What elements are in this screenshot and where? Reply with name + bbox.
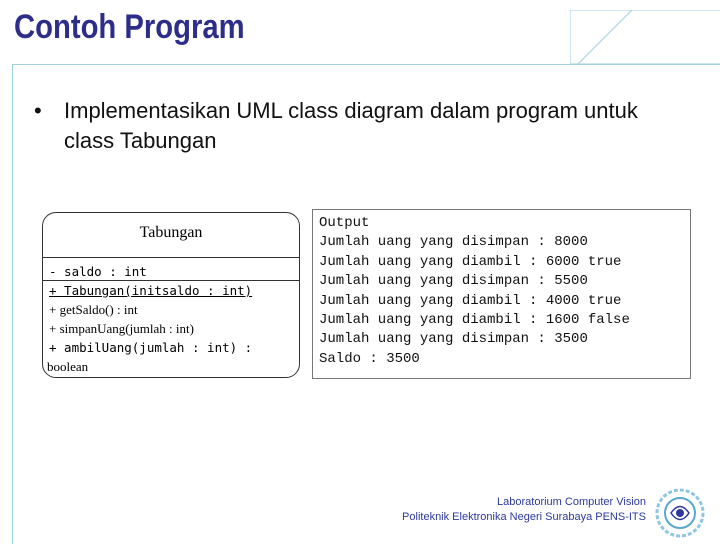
output-line: Output [319,215,370,231]
uml-method-simpanuang: + simpanUang(jumlah : int) [49,321,194,336]
uml-method-ambiluang-return: boolean [47,359,89,374]
uml-divider [43,280,299,281]
output-line: Jumlah uang yang disimpan : 5500 [319,273,588,290]
uml-class-box [42,212,300,378]
output-line: Jumlah uang yang disimpan : 3500 [319,331,588,348]
footer-credit [402,495,646,525]
output-line: Jumlah uang yang diambil : 1600 false [319,312,630,329]
program-output-box [312,209,691,379]
pens-logo-icon [655,488,705,538]
bullet-icon: • [34,98,42,123]
uml-constructor: + Tabungan(initsaldo : int) [49,283,253,298]
bullet-text: Implementasikan UML class diagram dalam program untuk class Tabungan [64,98,638,153]
output-line: Jumlah uang yang diambil : 4000 true [319,292,622,309]
uml-attribute-saldo: - saldo : int [49,264,147,279]
output-line: Saldo : 3500 [319,350,420,367]
output-line: Jumlah uang yang diambil : 6000 true [319,253,622,270]
corner-decoration [570,10,720,80]
uml-method-getsaldo: + getSaldo() : int [49,302,138,317]
footer-institution: Politeknik Elektronika Negeri Surabaya PENS-ITS [402,511,646,523]
footer-lab-name: Laboratorium Computer Vision [497,496,646,508]
uml-class-name: Tabungan [43,213,299,258]
output-line: Jumlah uang yang disimpan : 8000 [319,234,588,251]
slide-title: Contoh Program [14,8,245,46]
uml-method-ambiluang: + ambilUang(jumlah : int) : [49,340,253,355]
